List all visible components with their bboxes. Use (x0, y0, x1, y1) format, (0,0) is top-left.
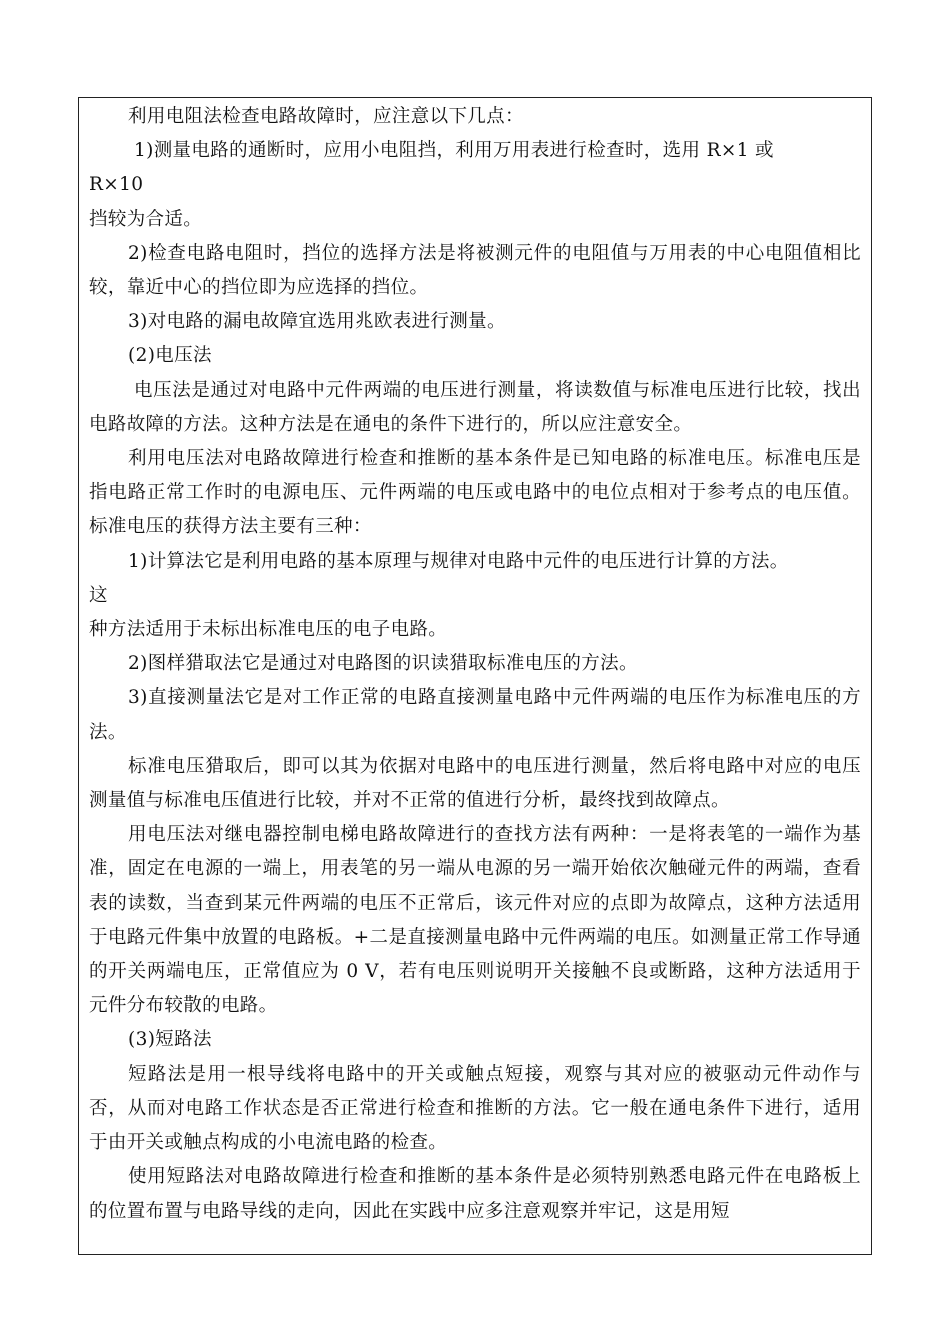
paragraph: 1)计算法它是利用电路的基本原理与规律对电路中元件的电压进行计算的方法。 (128, 550, 789, 572)
paragraph: 3)对电路的漏电故障宜选用兆欧表进行测量。 (128, 311, 506, 333)
paragraph: 标准电压猎取后，即可以其为依据对电路中的电压进行测量，然后将电路中对应的电压测量值与标准电压值进行比较，并对不正常的值进行分析，最终找到故障点。 (89, 755, 861, 812)
paragraph: 3)直接测量法它是对工作正常的电路直接测量电路中元件两端的电压作为标准电压的方法。 (89, 687, 861, 743)
paragraph: 种方法适用于未标出标准电压的电子电路。 (89, 619, 448, 641)
paragraph: 用电压法对继电器控制电梯电路故障进行的查找方法有两种：一是将表笔的一端作为基准，固定在电源的一端上，用表笔的另一端从电源的另一端开始依次触碰元件的两端，查看表的读数，当查到某元件两端的电压不正常后，该元件对应的点即为故障点，这种方法适用于电路元件集中放置的电路板。+二是直接测量电路中元件两端的电压。如测量正常工作导通的开关两端电压，正常值应为 0 V，若有电压则说明开关接触不良或断路，这种方法适用于元件分布较散的电路。 (89, 824, 861, 1017)
paragraph: 2)检查电路电阻时，挡位的选择方法是将被测元件的电阻值与万用表的中心电阻值相比较，靠近中心的挡位即为应选择的挡位。 (89, 242, 861, 299)
paragraph: 这 (89, 584, 108, 606)
paragraph: 2)图样猎取法它是通过对电路图的识读猎取标准电压的方法。 (128, 653, 638, 675)
paragraph: 电压法是通过对电路中元件两端的电压进行测量，将读数值与标准电压进行比较，找出电路故障的方法。这种方法是在通电的条件下进行的，所以应注意安全。 (89, 379, 861, 435)
section-heading: (3)短路法 (128, 1029, 212, 1051)
section-heading: (2)电压法 (128, 345, 212, 367)
paragraph: R×10 (89, 174, 144, 196)
paragraph: 挡较为合适。 (89, 208, 203, 230)
paragraph: 利用电压法对电路故障进行检查和推断的基本条件是已知电路的标准电压。标准电压是指电路正常工作时的电源电压、元件两端的电压或电路中的电位点相对于参考点的电压值。标准电压的获得方法主要有三种： (89, 448, 861, 538)
paragraph: 使用短路法对电路故障进行检查和推断的基本条件是必须特别熟悉电路元件在电路板上的位置布置与电路导线的走向，因此在实践中应多注意观察并牢记，这是用短 (89, 1166, 861, 1222)
body-text (89, 100, 861, 1229)
paragraph: 短路法是用一根导线将电路中的开关或触点短接，观察与其对应的被驱动元件动作与否，从而对电路工作状态是否正常进行检查和推断的方法。它一般在通电条件下进行，适用于由开关或触点构成的小电流电路的检查。 (89, 1063, 861, 1154)
paragraph: 利用电阻法检查电路故障时，应注意以下几点： (128, 106, 524, 127)
paragraph: 1)测量电路的通断时，应用小电阻挡，利用万用表进行检查时，选用 R×1 或 (134, 140, 774, 162)
